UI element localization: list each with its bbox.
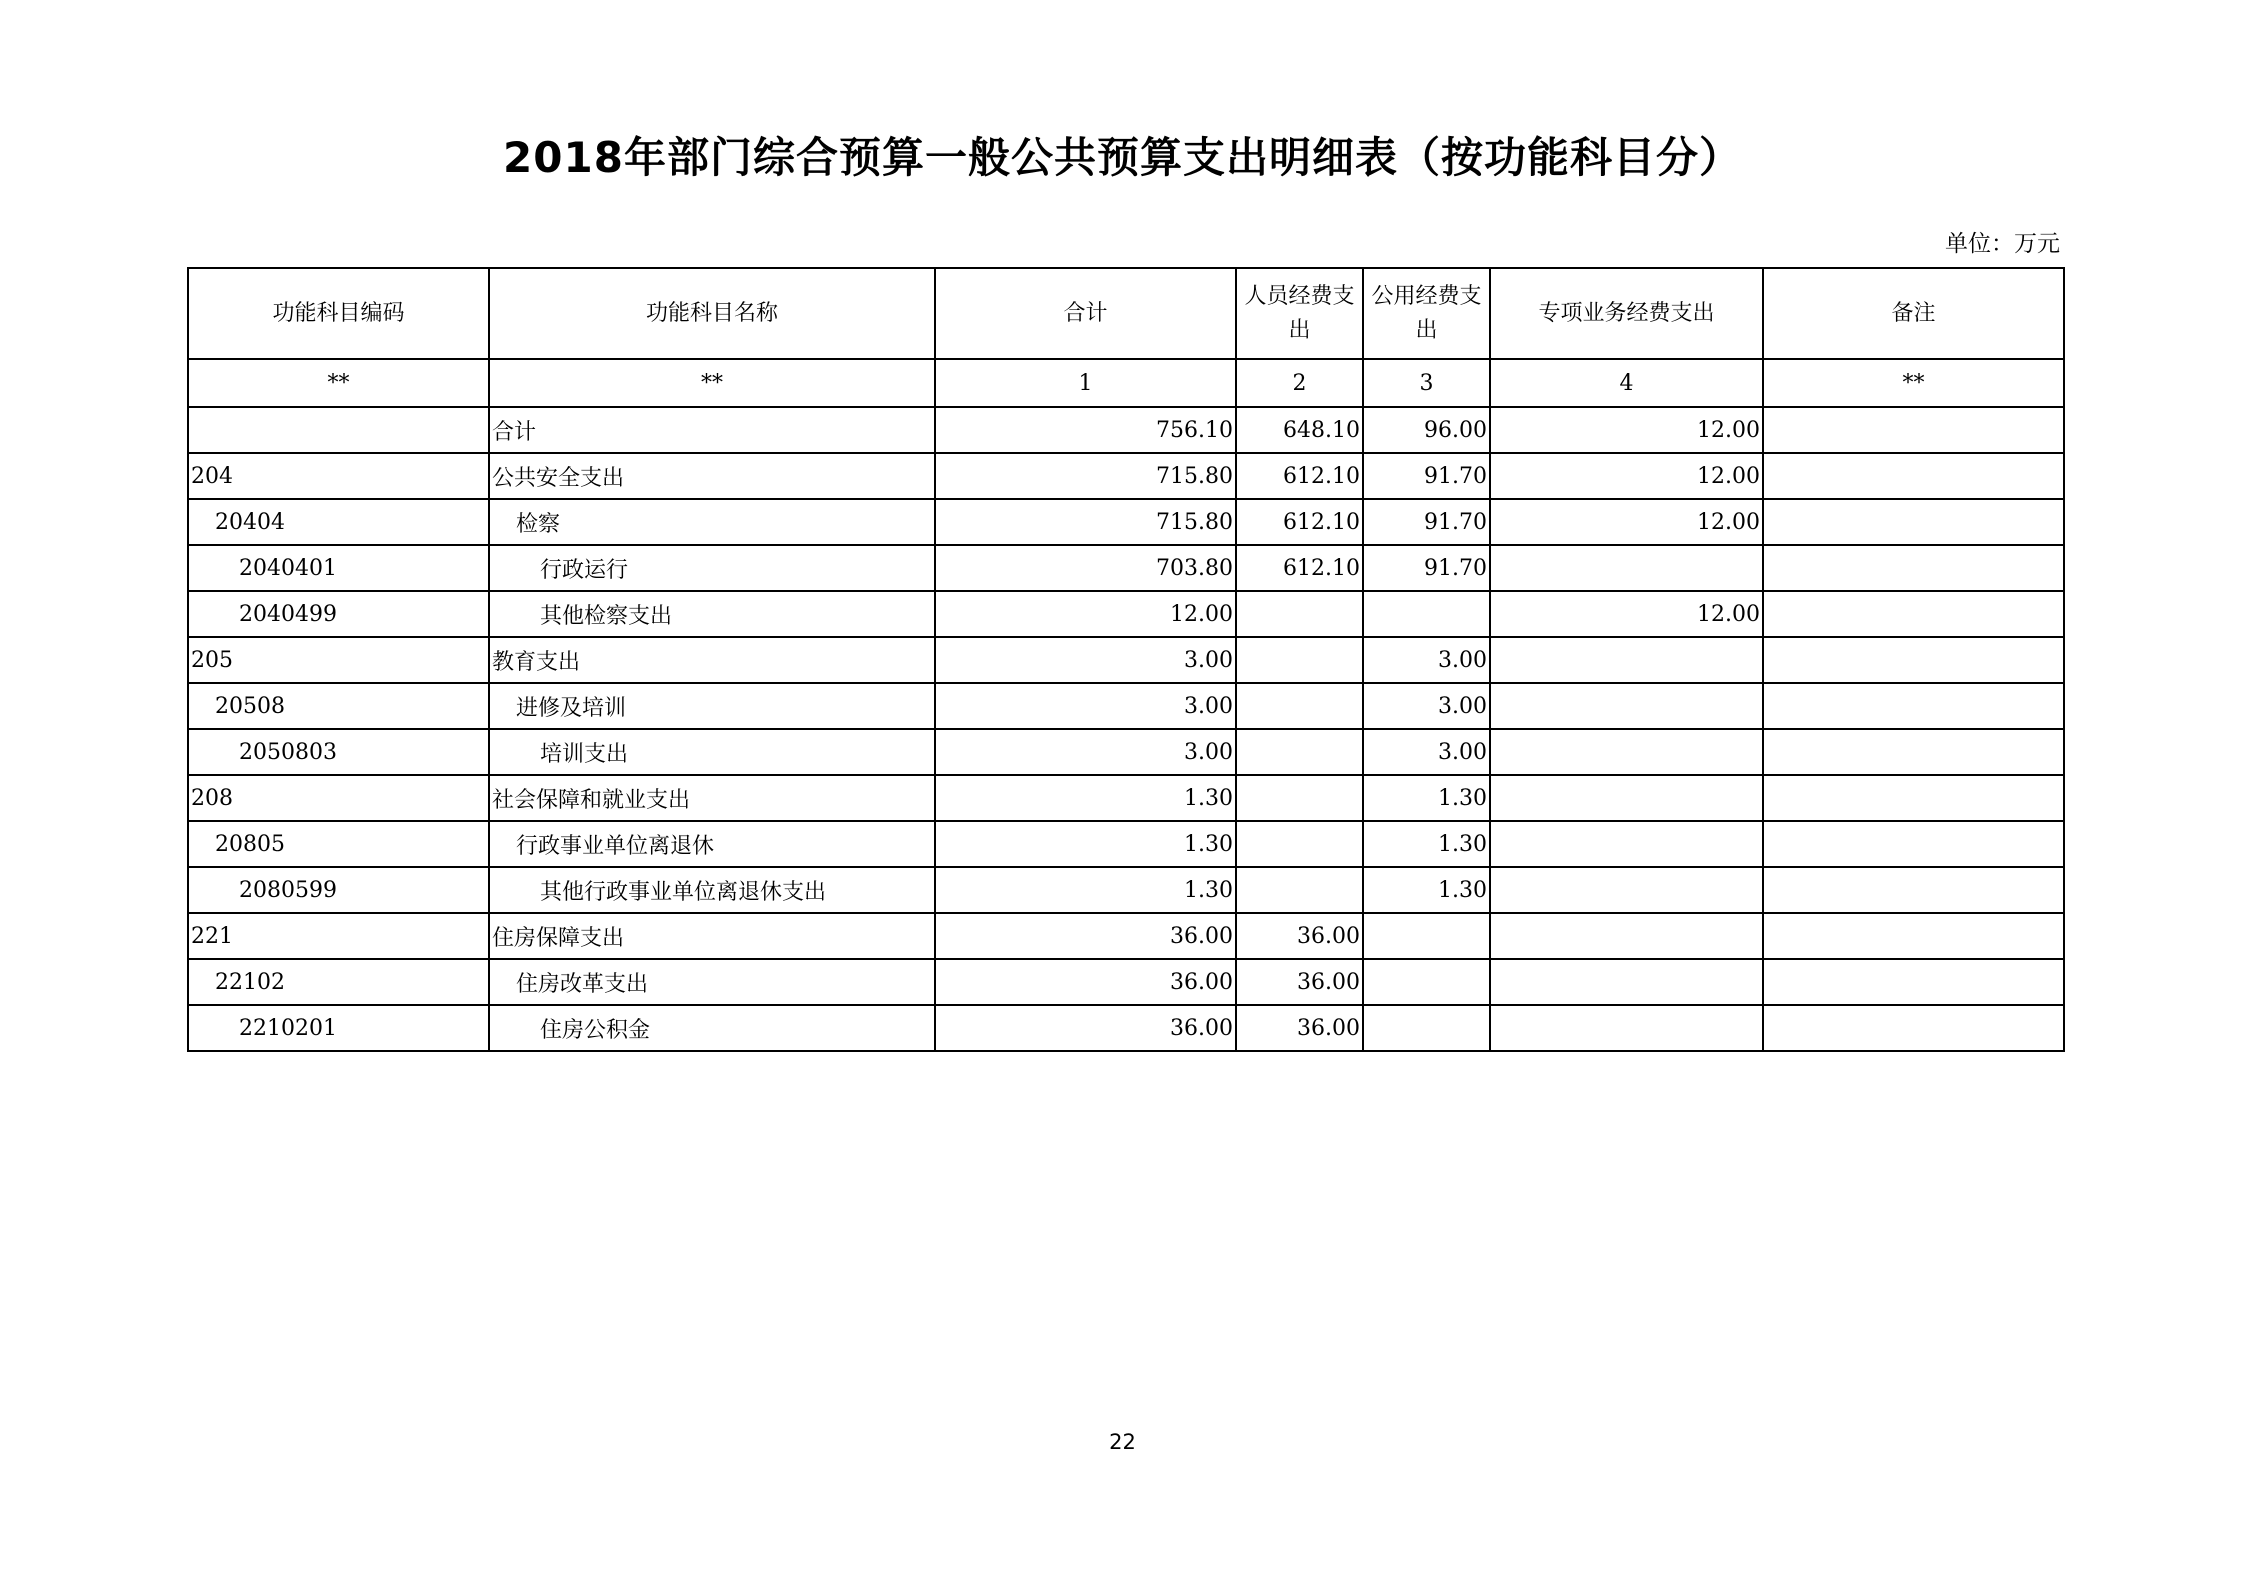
cell-special: 12.00	[1490, 407, 1763, 453]
index-row	[188, 359, 2064, 407]
cell-total: 715.80	[935, 499, 1236, 545]
cell-public: 91.70	[1363, 545, 1490, 591]
cell-code: 2040401	[188, 545, 489, 591]
cell-personnel	[1236, 867, 1363, 913]
cell-total: 1.30	[935, 821, 1236, 867]
cell-code: 2040499	[188, 591, 489, 637]
cell-special	[1490, 775, 1763, 821]
cell-public: 3.00	[1363, 683, 1490, 729]
cell-personnel: 36.00	[1236, 959, 1363, 1005]
cell-remark	[1763, 545, 2064, 591]
cell-code: 20404	[188, 499, 489, 545]
cell-name: 其他检察支出	[489, 591, 935, 637]
cell-code: 204	[188, 453, 489, 499]
cell-special	[1490, 913, 1763, 959]
cell-public	[1363, 591, 1490, 637]
cell-remark	[1763, 913, 2064, 959]
table-row	[188, 959, 2064, 1005]
cell-personnel	[1236, 637, 1363, 683]
index-cell: **	[1763, 359, 2064, 407]
unit-label: 单位：万元	[1945, 231, 2060, 257]
header-public: 公用经费支出	[1363, 268, 1490, 359]
cell-public: 91.70	[1363, 499, 1490, 545]
cell-personnel: 612.10	[1236, 453, 1363, 499]
cell-special	[1490, 821, 1763, 867]
cell-name: 培训支出	[489, 729, 935, 775]
cell-public	[1363, 959, 1490, 1005]
table-row	[188, 407, 2064, 453]
cell-name: 住房改革支出	[489, 959, 935, 1005]
cell-code: 2210201	[188, 1005, 489, 1051]
cell-special	[1490, 545, 1763, 591]
cell-remark	[1763, 499, 2064, 545]
table-row	[188, 637, 2064, 683]
cell-remark	[1763, 821, 2064, 867]
index-cell: 1	[935, 359, 1236, 407]
cell-public: 1.30	[1363, 821, 1490, 867]
cell-name: 教育支出	[489, 637, 935, 683]
table-row	[188, 867, 2064, 913]
cell-total: 36.00	[935, 959, 1236, 1005]
cell-personnel: 36.00	[1236, 913, 1363, 959]
cell-remark	[1763, 867, 2064, 913]
cell-total: 3.00	[935, 683, 1236, 729]
cell-personnel: 612.10	[1236, 499, 1363, 545]
table-row	[188, 913, 2064, 959]
cell-public	[1363, 1005, 1490, 1051]
page-number: 22	[1109, 1430, 1136, 1454]
cell-code: 22102	[188, 959, 489, 1005]
index-cell: 2	[1236, 359, 1363, 407]
cell-special: 12.00	[1490, 591, 1763, 637]
cell-total: 1.30	[935, 867, 1236, 913]
cell-remark	[1763, 775, 2064, 821]
cell-public	[1363, 913, 1490, 959]
cell-name: 进修及培训	[489, 683, 935, 729]
table-row	[188, 545, 2064, 591]
index-cell: 4	[1490, 359, 1763, 407]
cell-personnel: 36.00	[1236, 1005, 1363, 1051]
table-body	[188, 407, 2064, 1051]
cell-name: 合计	[489, 407, 935, 453]
cell-special	[1490, 959, 1763, 1005]
cell-name: 住房公积金	[489, 1005, 935, 1051]
cell-special	[1490, 637, 1763, 683]
cell-name: 社会保障和就业支出	[489, 775, 935, 821]
index-cell: **	[489, 359, 935, 407]
cell-name: 住房保障支出	[489, 913, 935, 959]
cell-personnel: 648.10	[1236, 407, 1363, 453]
cell-special	[1490, 683, 1763, 729]
cell-special: 12.00	[1490, 453, 1763, 499]
cell-personnel	[1236, 729, 1363, 775]
table-header-row	[188, 268, 2064, 359]
cell-name: 行政事业单位离退休	[489, 821, 935, 867]
cell-total: 715.80	[935, 453, 1236, 499]
budget-table	[187, 267, 2065, 1052]
table-row	[188, 683, 2064, 729]
cell-code: 20805	[188, 821, 489, 867]
cell-remark	[1763, 959, 2064, 1005]
cell-total: 756.10	[935, 407, 1236, 453]
cell-remark	[1763, 407, 2064, 453]
cell-special	[1490, 1005, 1763, 1051]
cell-name: 行政运行	[489, 545, 935, 591]
table-row	[188, 453, 2064, 499]
cell-remark	[1763, 1005, 2064, 1051]
cell-code: 221	[188, 913, 489, 959]
table-row	[188, 591, 2064, 637]
table-row	[188, 775, 2064, 821]
cell-personnel	[1236, 821, 1363, 867]
header-code: 功能科目编码	[188, 268, 489, 359]
cell-name: 其他行政事业单位离退休支出	[489, 867, 935, 913]
cell-remark	[1763, 729, 2064, 775]
table-row	[188, 1005, 2064, 1051]
header-personnel: 人员经费支出	[1236, 268, 1363, 359]
cell-personnel	[1236, 775, 1363, 821]
header-total: 合计	[935, 268, 1236, 359]
cell-special	[1490, 867, 1763, 913]
header-remark: 备注	[1763, 268, 2064, 359]
cell-personnel	[1236, 591, 1363, 637]
cell-public: 1.30	[1363, 867, 1490, 913]
cell-total: 3.00	[935, 637, 1236, 683]
table-row	[188, 499, 2064, 545]
cell-name: 检察	[489, 499, 935, 545]
cell-special: 12.00	[1490, 499, 1763, 545]
cell-name: 公共安全支出	[489, 453, 935, 499]
cell-code: 20508	[188, 683, 489, 729]
cell-remark	[1763, 591, 2064, 637]
cell-public: 1.30	[1363, 775, 1490, 821]
cell-remark	[1763, 453, 2064, 499]
cell-total: 36.00	[935, 1005, 1236, 1051]
cell-personnel	[1236, 683, 1363, 729]
index-cell: **	[188, 359, 489, 407]
cell-code	[188, 407, 489, 453]
cell-public: 91.70	[1363, 453, 1490, 499]
cell-remark	[1763, 637, 2064, 683]
page-title: 2018年部门综合预算一般公共预算支出明细表（按功能科目分）	[503, 133, 1742, 182]
cell-public: 96.00	[1363, 407, 1490, 453]
table-row	[188, 821, 2064, 867]
header-name: 功能科目名称	[489, 268, 935, 359]
cell-remark	[1763, 683, 2064, 729]
cell-total: 1.30	[935, 775, 1236, 821]
cell-code: 2050803	[188, 729, 489, 775]
cell-code: 2080599	[188, 867, 489, 913]
cell-code: 205	[188, 637, 489, 683]
cell-code: 208	[188, 775, 489, 821]
index-cell: 3	[1363, 359, 1490, 407]
cell-total: 3.00	[935, 729, 1236, 775]
header-special: 专项业务经费支出	[1490, 268, 1763, 359]
cell-public: 3.00	[1363, 637, 1490, 683]
cell-public: 3.00	[1363, 729, 1490, 775]
cell-total: 12.00	[935, 591, 1236, 637]
cell-special	[1490, 729, 1763, 775]
table-row	[188, 729, 2064, 775]
cell-total: 703.80	[935, 545, 1236, 591]
cell-personnel: 612.10	[1236, 545, 1363, 591]
cell-total: 36.00	[935, 913, 1236, 959]
